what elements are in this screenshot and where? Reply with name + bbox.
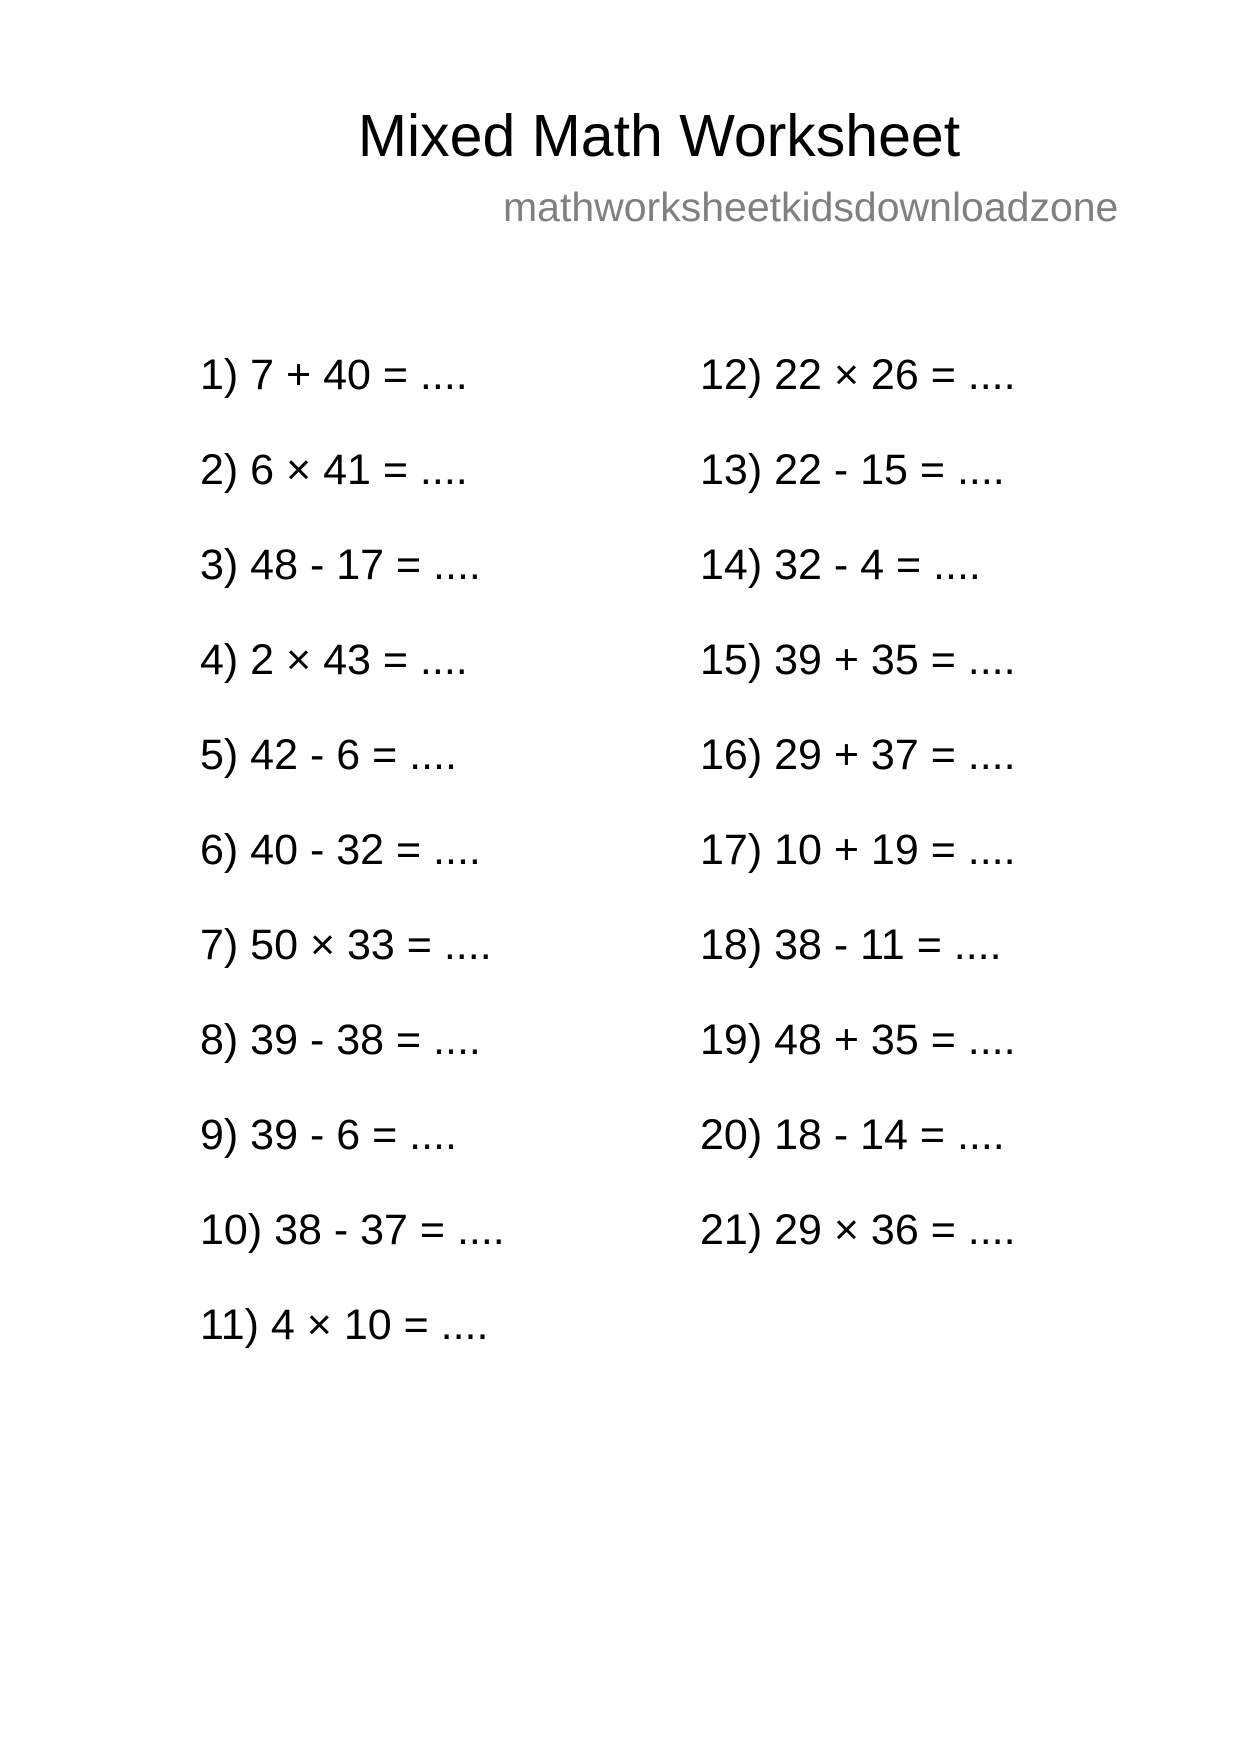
problem-item: 14) 32 - 4 = .... — [700, 541, 981, 589]
problem-column-right — [700, 348, 1016, 1298]
problem-item: 19) 48 + 35 = .... — [700, 1016, 1016, 1064]
problem-item: 18) 38 - 11 = .... — [700, 921, 1002, 969]
page-subtitle: mathworksheetkidsdownloadzone — [503, 184, 1119, 230]
problem-column-left — [200, 348, 505, 1393]
problem-item: 12) 22 × 26 = .... — [700, 351, 1016, 399]
problem-item: 13) 22 - 15 = .... — [700, 446, 1005, 494]
problem-item: 8) 39 - 38 = .... — [200, 1016, 481, 1064]
page-title: Mixed Math Worksheet — [357, 103, 961, 169]
problem-item: 4) 2 × 43 = .... — [200, 636, 468, 684]
problem-item: 1) 7 + 40 = .... — [200, 351, 468, 399]
problem-item: 7) 50 × 33 = .... — [200, 921, 492, 969]
problem-item: 2) 6 × 41 = .... — [200, 446, 468, 494]
problem-item: 20) 18 - 14 = .... — [700, 1111, 1005, 1159]
problem-item: 10) 38 - 37 = .... — [200, 1206, 505, 1254]
problem-item: 6) 40 - 32 = .... — [200, 826, 481, 874]
problem-item: 9) 39 - 6 = .... — [200, 1111, 457, 1159]
problem-item: 3) 48 - 17 = .... — [200, 541, 481, 589]
problem-item: 11) 4 × 10 = .... — [200, 1301, 489, 1349]
problem-item: 5) 42 - 6 = .... — [200, 731, 457, 779]
problem-item: 17) 10 + 19 = .... — [700, 826, 1016, 874]
problem-item: 16) 29 + 37 = .... — [700, 731, 1016, 779]
problem-item: 21) 29 × 36 = .... — [700, 1206, 1016, 1254]
problem-item: 15) 39 + 35 = .... — [700, 636, 1016, 684]
